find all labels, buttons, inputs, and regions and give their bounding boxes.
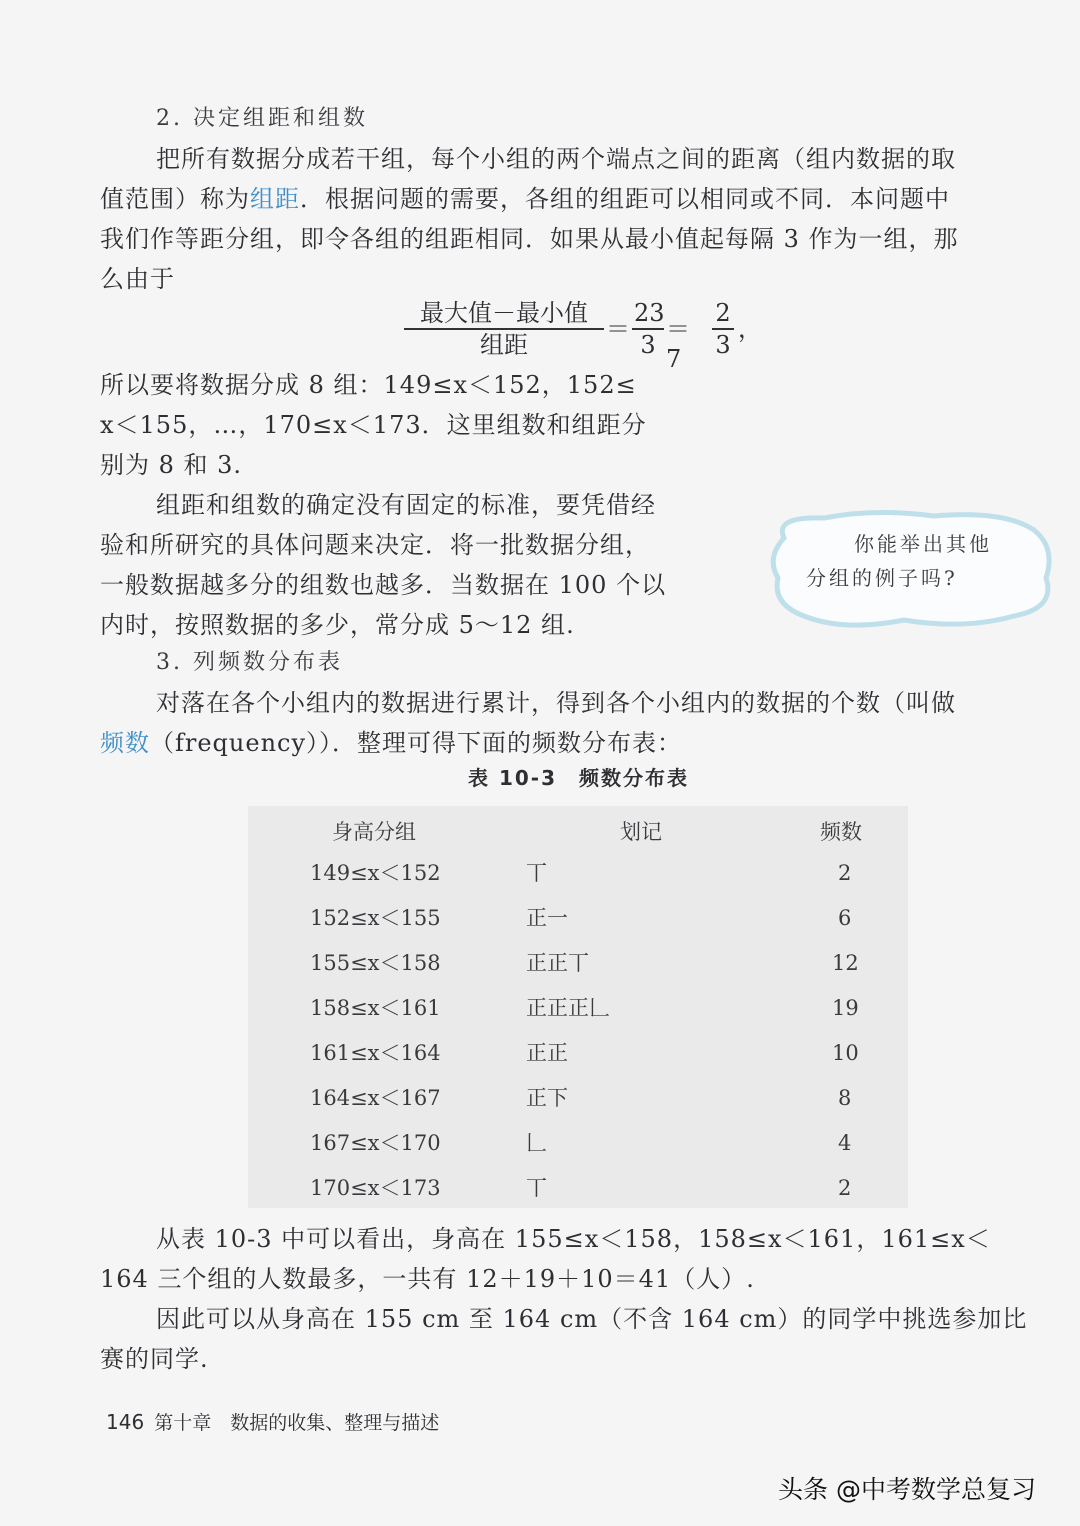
numerator: 最大值－最小值: [404, 298, 604, 330]
paragraph-line: 一般数据越多分的组数也越多．当数据在 100 个以: [100, 571, 667, 599]
cell-frequency: 4: [838, 1131, 852, 1155]
paragraph-line: 164 三个组的人数最多，一共有 12＋19＋10＝41（人）.: [100, 1265, 755, 1293]
cell-tally: 𠃊: [526, 1131, 547, 1155]
cell-group: 155≤x＜158: [310, 951, 441, 975]
frequency-table: [248, 806, 908, 1208]
keyword-frequency: 频数: [100, 729, 150, 757]
cell-frequency: 8: [838, 1086, 852, 1110]
cell-tally: 正正: [526, 1041, 568, 1065]
cell-frequency: 19: [832, 996, 859, 1020]
cell-group: 161≤x＜164: [310, 1041, 441, 1065]
cell-tally: 丅: [526, 861, 547, 885]
section-heading-frequency-table: 3. 列频数分布表: [156, 650, 343, 675]
cell-tally: 正正正𠃊: [526, 996, 610, 1020]
table-header-tally: 划记: [620, 820, 662, 844]
text: （frequency））．整理可得下面的频数分布表：: [150, 729, 683, 757]
paragraph-line: 赛的同学.: [100, 1345, 209, 1373]
paragraph-line: 我们作等距分组，即令各组的组距相同．如果从最小值起每隔 3 作为一组，那: [100, 225, 959, 253]
denominator: 3: [640, 331, 656, 359]
denominator: 3: [715, 331, 731, 359]
bubble-text: 你能举出其他: [854, 532, 992, 556]
paragraph-line: 把所有数据分成若干组，每个小组的两个端点之间的距离（组内数据的取: [156, 145, 956, 173]
fraction-23-over-3: [632, 298, 664, 360]
cell-frequency: 2: [838, 861, 852, 885]
text: ．根据问题的需要，各组的组距可以相同或不同．本问题中: [300, 185, 950, 213]
section-heading-group-size: 2. 决定组距和组数: [156, 106, 368, 131]
cell-tally: 正正丅: [526, 951, 589, 975]
equals-sign: ＝: [606, 315, 630, 343]
chapter-title: 第十章 数据的收集、整理与描述: [154, 1412, 440, 1434]
paragraph-line: 内时，按照数据的多少，常分成 5～12 组.: [100, 611, 575, 639]
watermark: 头条 @中考数学总复习: [778, 1475, 1036, 1504]
equals-seven: ＝7: [666, 315, 690, 373]
cell-group: 149≤x＜152: [310, 861, 441, 885]
paragraph-line: [100, 182, 950, 216]
paragraph-line: [100, 726, 682, 760]
page-footer: [106, 1408, 439, 1435]
denominator: 组距: [480, 331, 528, 359]
fraction-2-over-3: [712, 298, 734, 360]
cell-group: 158≤x＜161: [310, 996, 441, 1020]
table-header-frequency: 频数: [820, 820, 862, 844]
cell-group: 167≤x＜170: [310, 1131, 441, 1155]
fraction-range-over-width: [404, 298, 604, 360]
paragraph-line: 对落在各个小组内的数据进行累计，得到各个小组内的数据的个数（叫做: [156, 689, 956, 717]
cell-tally: 正一: [526, 906, 568, 930]
paragraph-line: 从表 10-3 中可以看出，身高在 155≤x＜158，158≤x＜161，161≤x＜: [156, 1225, 991, 1253]
cell-frequency: 10: [832, 1041, 859, 1065]
comma: ，: [738, 315, 762, 343]
cell-tally: 丅: [526, 1176, 547, 1200]
bubble-text: 分组的例子吗?: [806, 566, 958, 590]
page-number: 146: [106, 1410, 145, 1434]
cell-frequency: 2: [838, 1176, 852, 1200]
cell-group: 152≤x＜155: [310, 906, 441, 930]
keyword-group-width: 组距: [250, 185, 300, 213]
table-header-height-group: 身高分组: [332, 820, 416, 844]
paragraph-line: 验和所研究的具体问题来决定．将一批数据分组，: [100, 531, 650, 559]
numerator: 2: [712, 298, 734, 330]
text: 值范围）称为: [100, 185, 250, 213]
paragraph-line: 因此可以从身高在 155 cm 至 164 cm（不含 164 cm）的同学中挑选参加比: [156, 1305, 1028, 1333]
numerator: 23: [632, 298, 664, 330]
thought-bubble: [764, 508, 1054, 628]
paragraph-line: 别为 8 和 3.: [100, 451, 243, 479]
cell-group: 164≤x＜167: [310, 1086, 441, 1110]
cell-tally: 正下: [526, 1086, 568, 1110]
paragraph-line: 么由于: [100, 265, 175, 293]
cell-frequency: 12: [832, 951, 859, 975]
paragraph-line: 所以要将数据分成 8 组：149≤x＜152，152≤: [100, 371, 637, 399]
paragraph-line: 组距和组数的确定没有固定的标准，要凭借经: [156, 491, 656, 519]
cell-frequency: 6: [838, 906, 852, 930]
paragraph-line: x＜155，…，170≤x＜173．这里组数和组距分: [100, 411, 647, 439]
cell-group: 170≤x＜173: [310, 1176, 441, 1200]
table-caption: 表 10-3 频数分布表: [468, 766, 690, 790]
